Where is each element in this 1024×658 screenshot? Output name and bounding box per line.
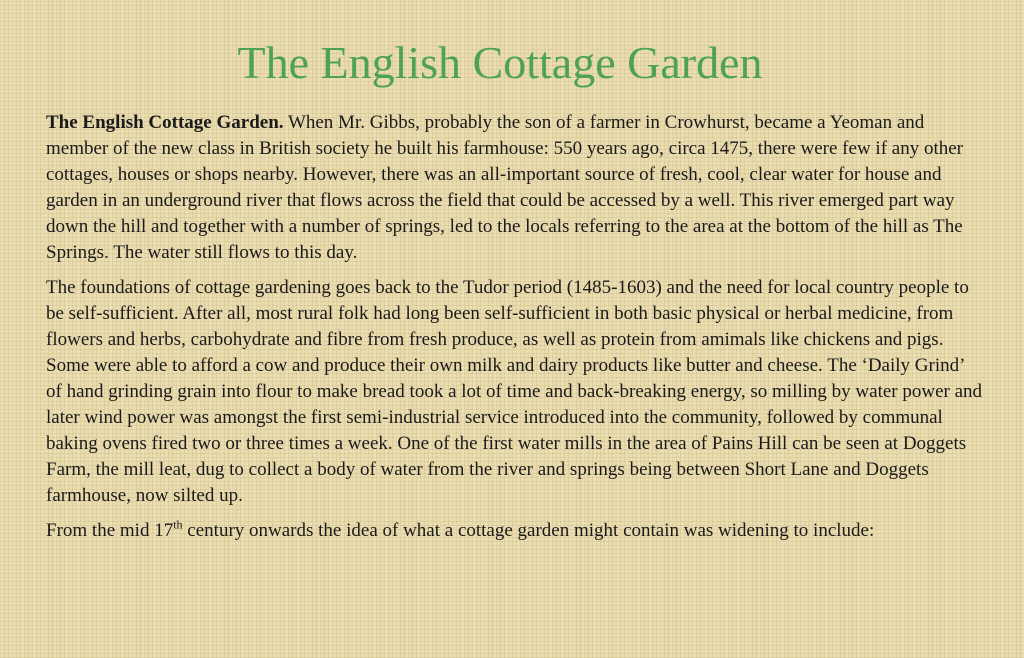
document-body [46, 110, 984, 553]
paragraph-intro-text: When Mr. Gibbs, probably the son of a farmer in Crowhurst, became a Yeoman and member of the new class in British society he built his farmhouse: 550 years ago, circa 1475, there were few if any other cottages, houses or shops nearby. However, there was an all-important source of fresh, cool, clear water for house and garden in an underground river that flows across the field that could be accessed by a well. This river emerged part way down the hill and together with a number of springs, led to the locals referring to the area at the bottom of the hill as The Springs. The water still flows to this day. [46, 112, 963, 263]
paragraph-17th-century [46, 518, 984, 544]
paragraph-17th-century-text-after: century onwards the idea of what a cottage garden might contain was widening to include: [182, 520, 875, 541]
paragraph-tudor-foundations: The foundations of cottage gardening goes back to the Tudor period (1485-1603) and the need for local country people to be self-sufficient. After all, most rural folk had long been self-sufficient in both basic physical or herbal medicine, from flowers and herbs, carbohydrate and fibre from fresh produce, as well as protein from amimals like chickens and pigs. Some were able to afford a cow and produce their own milk and dairy products like butter and cheese. The ‘Daily Grind’ of hand grinding grain into flour to make bread took a lot of time and back-breaking energy, so milling by water power and later wind power was amongst the first semi-industrial service introduced into the community, followed by communal baking ovens fired two or three times a week. One of the first water mills in the area of Pains Hill can be seen at Doggets Farm, the mill leat, dug to collect a body of water from the river and springs being between Short Lane and Doggets farmhouse, now silted up. [46, 277, 983, 506]
paragraph-lead-heading: The English Cottage Garden. [46, 112, 284, 133]
paragraph-intro [46, 110, 984, 266]
ordinal-superscript: th [173, 517, 183, 532]
paragraph-17th-century-text-before: From the mid 17 [46, 520, 174, 541]
page-title: The English Cottage Garden [237, 37, 763, 88]
